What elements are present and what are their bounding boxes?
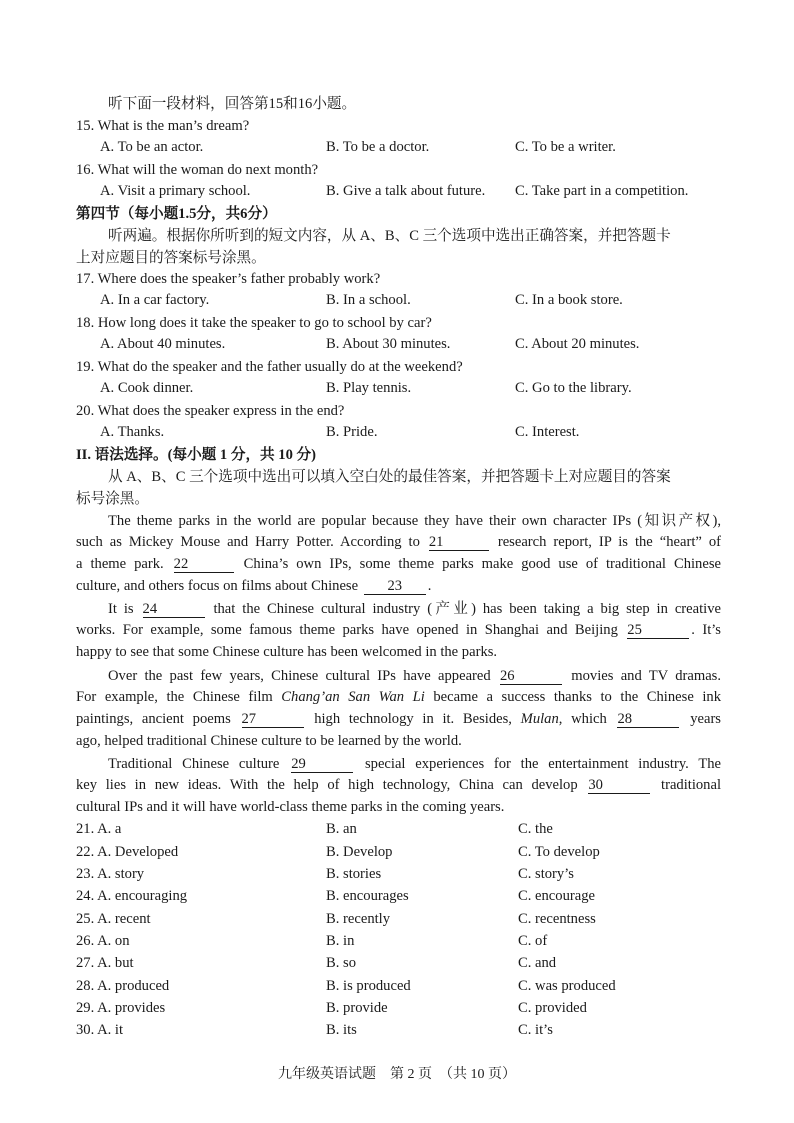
passage-text: It is: [108, 601, 134, 617]
question-16-option-a: A. Visit a primary school.: [100, 183, 251, 199]
option-21-a: 21. A. a: [76, 821, 122, 837]
question-19-option-c: C. Go to the library.: [515, 380, 632, 396]
passage-text: key lies in new ideas. With the help of high technology, China can develop: [76, 777, 578, 793]
blank-24: 24: [143, 602, 205, 618]
passage-text: China’s own IPs, some theme parks make good use of traditional Chinese: [243, 556, 721, 572]
option-23-a: 23. A. story: [76, 866, 145, 882]
question-16-option-c: C. Take part in a competition.: [515, 183, 689, 199]
option-22-a: 22. A. Developed: [76, 844, 179, 860]
blank-29: 29: [291, 757, 353, 773]
question-19-stem: 19. What do the speaker and the father usually do at the weekend?: [76, 359, 463, 375]
option-28-a: 28. A. produced: [76, 978, 170, 994]
passage-p1-line4: [76, 578, 431, 595]
question-20-option-a: A. Thanks.: [100, 424, 165, 440]
question-15-option-a: A. To be an actor.: [100, 139, 204, 155]
option-29-c: C. provided: [518, 1000, 587, 1016]
question-20-stem: 20. What does the speaker express in the end?: [76, 403, 345, 419]
option-30-c: C. it’s: [518, 1022, 553, 1038]
question-19-option-a: A. Cook dinner.: [100, 380, 194, 396]
passage-text: movies and TV dramas.: [571, 668, 722, 684]
passage-text: For example, the Chinese film: [76, 689, 273, 705]
option-22-c: C. To develop: [518, 844, 600, 860]
passage-text: traditional: [661, 777, 722, 793]
option-24-c: C. encourage: [518, 888, 595, 904]
passage-text: a theme park.: [76, 556, 164, 572]
option-27-b: B. so: [326, 955, 357, 971]
option-28-b: B. is produced: [326, 978, 411, 994]
film-title: Chang’an San Wan Li: [281, 689, 425, 705]
passage-text: high technology in it. Besides,: [314, 711, 512, 727]
passage-p2-line2: [76, 622, 721, 639]
passage-text: . It’s: [691, 622, 721, 638]
passage-text: culture, and others focus on films about Chinese: [76, 578, 359, 594]
passage-p4-line1: [108, 755, 721, 773]
option-24-a: 24. A. encouraging: [76, 888, 188, 904]
option-27-a: 27. A. but: [76, 955, 134, 971]
option-25-c: C. recentness: [518, 911, 596, 927]
passage-text: special experiences for the entertainment industry. The: [364, 756, 722, 772]
passage-p4-line3: cultural IPs and it will have world-class theme parks in the coming years.: [76, 799, 505, 815]
question-16-option-b: B. Give a talk about future.: [326, 183, 486, 199]
option-22-b: B. Develop: [326, 844, 393, 860]
passage-p3-line2: [76, 689, 721, 706]
passage-text: .: [427, 578, 432, 594]
passage-p2-line1: [108, 600, 721, 618]
option-24-b: B. encourages: [326, 888, 409, 904]
option-21-c: C. the: [518, 821, 553, 837]
option-26-b: B. in: [326, 933, 355, 949]
part-2-instruction-line2: 标号涂黑。: [76, 491, 149, 507]
part-2-instruction-line1: 从 A、B、C 三个选项中选出可以填入空白处的最佳答案，并把答题卡上对应题目的答案: [108, 469, 671, 485]
question-15-option-b: B. To be a doctor.: [326, 139, 430, 155]
part-2-title: II. 语法选择。(每小题 1 分，共 10 分): [76, 447, 316, 463]
blank-21: 21: [429, 535, 489, 551]
passage-p2-line3: happy to see that some Chinese culture has been welcomed in the parks.: [76, 644, 498, 660]
passage-text: works. For example, some famous theme parks have opened in Shanghai and Beijing: [76, 622, 618, 638]
passage-text: Traditional Chinese culture: [108, 756, 280, 772]
blank-23: 23: [364, 579, 426, 595]
passage-p3-line4: ago, helped traditional Chinese culture to be learned by the world.: [76, 733, 462, 749]
film-title: Mulan: [520, 711, 559, 727]
option-23-c: C. story’s: [518, 866, 574, 882]
question-18-option-b: B. About 30 minutes.: [326, 336, 451, 352]
blank-30: 30: [588, 778, 650, 794]
question-18-option-a: A. About 40 minutes.: [100, 336, 226, 352]
blank-27: 27: [242, 712, 304, 728]
question-20-option-c: C. Interest.: [515, 424, 580, 440]
question-18-option-c: C. About 20 minutes.: [515, 336, 640, 352]
section-4-instruction-line2: 上对应题目的答案标号涂黑。: [76, 250, 266, 266]
question-17-option-c: C. In a book store.: [515, 292, 623, 308]
section-4-title: 第四节（每小题1.5分，共6分）: [76, 206, 277, 222]
blank-28: 28: [617, 712, 679, 728]
passage-p1-line1: The theme parks in the world are popular because they have their own character IPs (知识产权),: [108, 513, 721, 529]
passage-text: years: [690, 711, 721, 727]
blank-22: 22: [174, 557, 234, 573]
passage-text: paintings, ancient poems: [76, 711, 231, 727]
question-15-stem: 15. What is the man’s dream?: [76, 118, 250, 134]
question-17-option-a: A. In a car factory.: [100, 292, 210, 308]
passage-p1-line3: [76, 556, 721, 573]
option-28-c: C. was produced: [518, 978, 616, 994]
option-29-b: B. provide: [326, 1000, 388, 1016]
passage-text: Over the past few years, Chinese cultural IPs have appeared: [108, 668, 491, 684]
blank-26: 26: [500, 669, 562, 685]
passage-p1-line2: [76, 534, 721, 551]
option-26-c: C. of: [518, 933, 548, 949]
option-29-a: 29. A. provides: [76, 1000, 166, 1016]
question-15-option-c: C. To be a writer.: [515, 139, 616, 155]
question-20-option-b: B. Pride.: [326, 424, 378, 440]
option-21-b: B. an: [326, 821, 357, 837]
passage-text: such as Mickey Mouse and Harry Potter. According to: [76, 534, 420, 550]
passage-text: , which: [558, 711, 607, 727]
passage-text: research report, IP is the “heart” of: [497, 534, 721, 550]
option-30-a: 30. A. it: [76, 1022, 124, 1038]
blank-25: 25: [627, 623, 689, 639]
passage-text: that the Chinese cultural industry (产业) has been taking a big step in creative: [213, 601, 722, 617]
question-17-option-b: B. In a school.: [326, 292, 411, 308]
question-18-stem: 18. How long does it take the speaker to go to school by car?: [76, 315, 432, 331]
section-4-instruction-line1: 听两遍。根据你所听到的短文内容，从 A、B、C 三个选项中选出正确答案，并把答题卡: [108, 228, 671, 244]
passage-text: became a success thanks to the Chinese ink: [433, 689, 721, 705]
option-30-b: B. its: [326, 1022, 357, 1038]
option-25-a: 25. A. recent: [76, 911, 151, 927]
listening-intro-15-16: 听下面一段材料，回答第15和16小题。: [108, 96, 357, 112]
passage-p3-line1: [108, 667, 721, 685]
question-19-option-b: B. Play tennis.: [326, 380, 412, 396]
question-17-stem: 17. Where does the speaker’s father probably work?: [76, 271, 381, 287]
passage-p4-line2: [76, 777, 721, 794]
question-16-stem: 16. What will the woman do next month?: [76, 162, 319, 178]
passage-p3-line3: [76, 711, 721, 728]
option-25-b: B. recently: [326, 911, 391, 927]
option-26-a: 26. A. on: [76, 933, 130, 949]
page-footer: 九年级英语试题 第 2 页 （共 10 页）: [278, 1067, 516, 1082]
option-23-b: B. stories: [326, 866, 382, 882]
option-27-c: C. and: [518, 955, 557, 971]
